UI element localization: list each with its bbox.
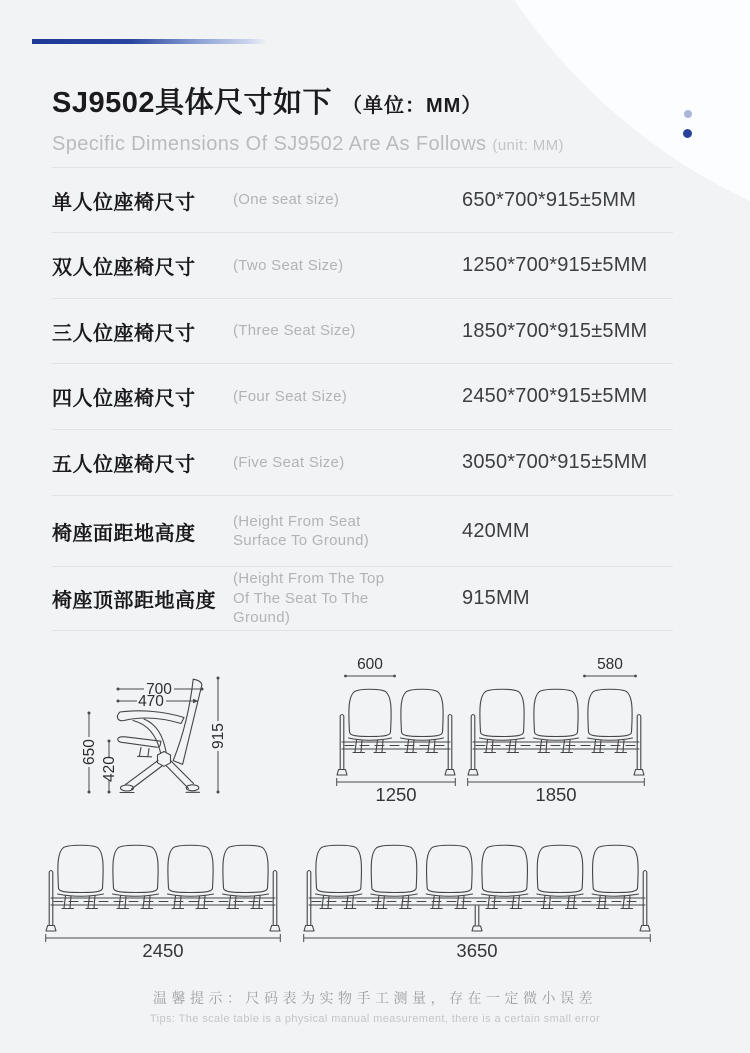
bench-two-seat-diagram bbox=[336, 656, 456, 806]
spec-label-zh: 五人位座椅尺寸 bbox=[52, 454, 196, 476]
bench-three-seat-diagram bbox=[467, 656, 645, 806]
dim-total-height: 915 bbox=[210, 723, 227, 749]
side-view-drawing bbox=[45, 652, 235, 824]
page-title-unit: （单位：MM） bbox=[342, 95, 483, 117]
spec-value: 2450*700*915±5MM bbox=[462, 385, 648, 407]
bench-total-width: 1250 bbox=[375, 784, 417, 805]
page-title bbox=[52, 86, 692, 123]
spec-label-zh: 椅座面距地高度 bbox=[52, 522, 196, 545]
footer-tips bbox=[0, 988, 750, 1025]
bench-total-width: 3650 bbox=[456, 940, 498, 961]
spec-label-en bbox=[233, 190, 462, 210]
spec-label-en bbox=[233, 256, 462, 276]
spec-label-en bbox=[233, 387, 462, 407]
side-view-diagram bbox=[45, 652, 235, 824]
spec-row bbox=[52, 233, 673, 299]
spec-row bbox=[52, 168, 673, 233]
spec-row bbox=[52, 430, 673, 496]
spec-row bbox=[52, 496, 673, 567]
spec-label-zh: 双人位座椅尺寸 bbox=[52, 257, 196, 279]
spec-label-en-text: (Five Seat Size) bbox=[233, 453, 345, 471]
spec-label-en bbox=[233, 321, 462, 341]
spec-value: 420MM bbox=[462, 519, 530, 542]
tip-text-en: Tips: The scale table is a physical manual measurement, there is a certain small error bbox=[149, 1013, 601, 1025]
page-title-text: SJ9502具体尺寸如下 bbox=[52, 87, 332, 119]
spec-label-en bbox=[233, 569, 462, 628]
dim-arm-depth: 470 bbox=[138, 693, 164, 710]
dim-arm-height: 650 bbox=[81, 739, 98, 765]
tip-text-zh: 温馨提示：尺码表为实物手工测量，存在一定微小误差 bbox=[153, 990, 597, 1006]
page-subtitle-text: Specific Dimensions Of SJ9502 Are As Follows bbox=[52, 133, 487, 155]
spec-value: 1250*700*915±5MM bbox=[462, 254, 648, 276]
spec-row bbox=[52, 364, 673, 430]
spec-label-zh: 单人位座椅尺寸 bbox=[52, 191, 196, 214]
spec-row bbox=[52, 299, 673, 364]
spec-value: 1850*700*915±5MM bbox=[462, 319, 648, 342]
spec-label-zh: 椅座顶部距地高度 bbox=[52, 590, 216, 612]
spec-label-en-text: (One seat size) bbox=[233, 191, 340, 209]
bench-four-seat-drawing bbox=[45, 838, 281, 962]
page-subtitle bbox=[52, 133, 692, 156]
bench-total-width: 1850 bbox=[535, 784, 577, 805]
bench-seat-width: 580 bbox=[597, 656, 623, 673]
spec-label-en bbox=[233, 453, 462, 473]
spec-label-en-text: (Height From The Top Of The Seat To The Ground) bbox=[233, 570, 385, 627]
page-subtitle-unit: (unit: MM) bbox=[492, 137, 564, 154]
accent-gradient-bar bbox=[32, 39, 266, 44]
spec-label-en bbox=[233, 512, 462, 551]
spec-value: 3050*700*915±5MM bbox=[462, 451, 648, 473]
spec-label-en-text: (Height From Seat Surface To Ground) bbox=[233, 512, 370, 549]
bench-total-width: 2450 bbox=[142, 940, 184, 961]
spec-label-zh: 四人位座椅尺寸 bbox=[52, 388, 196, 410]
spec-label-zh: 三人位座椅尺寸 bbox=[52, 322, 196, 345]
spec-label-en-text: (Three Seat Size) bbox=[233, 322, 356, 340]
spec-label-en-text: (Two Seat Size) bbox=[233, 256, 344, 274]
bench-six-seat-drawing bbox=[303, 838, 651, 962]
bench-seat-width: 600 bbox=[357, 656, 383, 673]
bench-three-seat-drawing bbox=[467, 656, 645, 806]
spec-row bbox=[52, 567, 673, 631]
spec-value: 915MM bbox=[462, 587, 530, 609]
bench-six-seat-diagram bbox=[303, 838, 651, 962]
bench-two-seat-drawing bbox=[336, 656, 456, 806]
dim-seat-height: 420 bbox=[101, 756, 118, 782]
spec-value: 650*700*915±5MM bbox=[462, 188, 637, 211]
bench-four-seat-diagram bbox=[45, 838, 281, 962]
dimension-table bbox=[52, 167, 673, 631]
header bbox=[52, 86, 692, 156]
dim-seat-depth: 700 bbox=[146, 681, 172, 698]
spec-label-en-text: (Four Seat Size) bbox=[233, 387, 348, 405]
